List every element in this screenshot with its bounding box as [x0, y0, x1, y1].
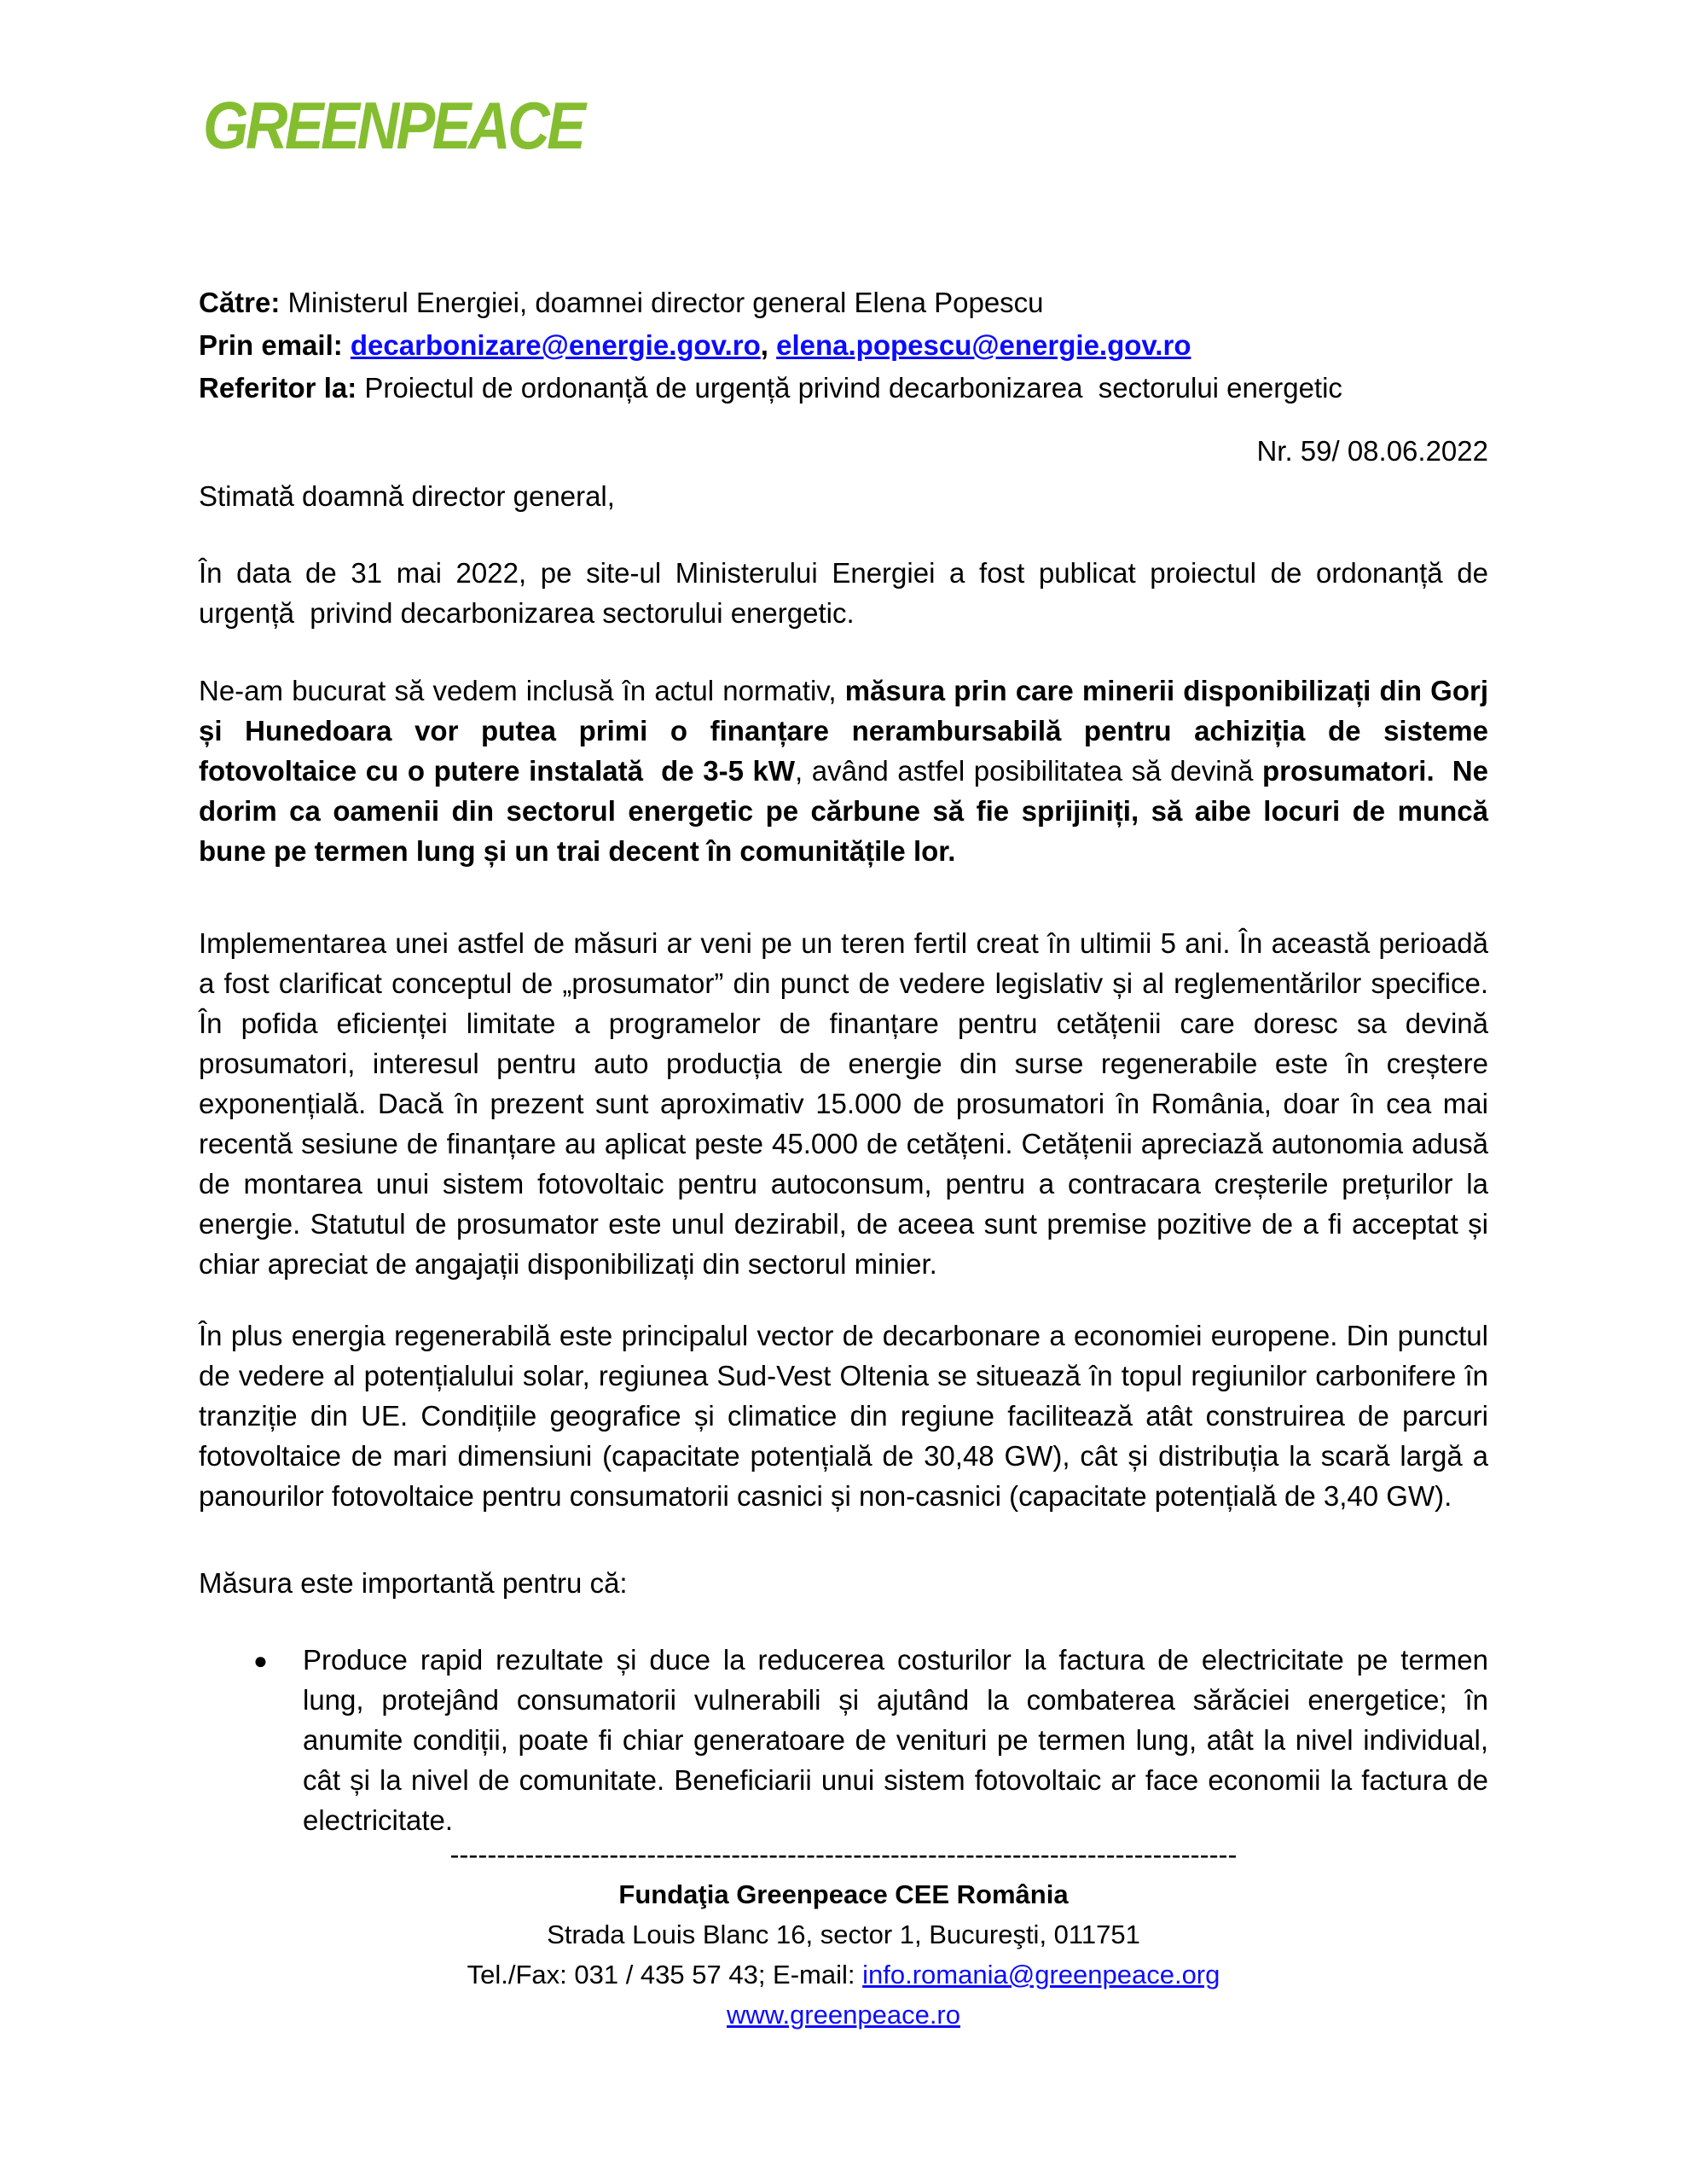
email-line: [199, 324, 1488, 367]
footer-website-line: [199, 1995, 1488, 2035]
salutation: Stimată doamnă director general,: [199, 480, 615, 512]
footer-address: Strada Louis Blanc 16, sector 1, Bucureşti, 011751: [547, 1920, 1140, 1949]
footer-email-link[interactable]: info.romania@greenpeace.org: [862, 1960, 1220, 1989]
greenpeace-logo: GREENPEACE: [203, 88, 583, 163]
subject-label: Referitor la:: [199, 372, 365, 404]
paragraph-measure-run-1: Ne-am bucurat să vedem inclusă în actul normativ,: [199, 675, 845, 706]
to-label: Către:: [199, 287, 288, 318]
subject-line: [199, 367, 1488, 410]
email-link-decarbonizare[interactable]: decarbonizare@energie.gov.ro: [350, 329, 761, 361]
paragraph-measure-run-2-bold: măsura prin care minerii disponibilizați din Gorj și Hunedoara vor putea primi o finanțare nerambursabilă pentru achiziția de sisteme fotovoltaice cu o putere instalată de 3-5 kW: [199, 675, 1489, 787]
footer-block: [199, 1834, 1488, 2035]
email-link-elena-popescu[interactable]: elena.popescu@energie.gov.ro: [776, 329, 1191, 361]
footer-org-name: Fundaţia Greenpeace CEE România: [618, 1879, 1069, 1909]
to-line: [199, 282, 1488, 324]
paragraph-measure-run-4-bold: prosumatori. Ne dorim ca oamenii din sectorul energetic pe cărbune să fie sprijiniți, să aibe locuri de muncă bune pe termen lung și un trai decent în comunitățile lor.: [199, 755, 1488, 867]
measure-intro: Măsura este importantă pentru că:: [199, 1567, 628, 1599]
footer-contact-prefix: Tel./Fax: 031 / 435 57 43; E-mail:: [467, 1960, 863, 1989]
bullet-marker-icon: ●: [253, 1647, 268, 1674]
bullet-text: Produce rapid rezultate și duce la reducerea costurilor la factura de electricitate pe termen lung, protejând consumatorii vulnerabili și ajutând la combaterea sărăciei energetice; în anumite condiții, poate fi chiar generatoare de venituri pe termen lung, atât la nivel individual, cât și la nivel de comunitate. Beneficiarii unui sistem fotovoltaic ar face economii la factura de electricitate.: [303, 1644, 1488, 1836]
recipient-block: [199, 282, 1488, 410]
paragraph-solar-potential: În plus energia regenerabilă este principalul vector de decarbonare a economiei europene. Din punctul de vedere al potențialului solar, regiunea Sud-Vest Oltenia se situează în topul regiunilor carbonifere în tranziție din UE. Condițiile geografice și climatice din regiune facilitează atât construirea de parcuri fotovoltaice de mari dimensiuni (capacitate potențială de 30,48 GW), cât și distribuția la scară largă a panourilor fotovoltaice pentru consumatorii casnici și non-casnici (capacitate potențială de 3,40 GW).: [199, 1320, 1488, 1512]
subject-value: Proiectul de ordonanță de urgență privind decarbonizarea sectorului energetic: [364, 372, 1342, 404]
footer-divider: ------------------------------------------------------------------------------------: [449, 1838, 1238, 1870]
paragraph-prosumers: Implementarea unei astfel de măsuri ar veni pe un teren fertil creat în ultimii 5 ani. În această perioadă a fost clarificat conceptul de „prosumator” din punct de vedere legislativ și al reglementărilor specifice. În pofida eficienței limitate a programelor de finanțare pentru cetățenii care doresc sa devină prosumatori, interesul pentru auto producția de energie din surse regenerabile este în creștere exponențială. Dacă în prezent sunt aproximativ 15.000 de prosumatori în România, doar în cea mai recentă sesiune de finanțare au aplicat peste 45.000 de cetățeni. Cetățenii apreciază autonomia adusă de montarea unui sistem fotovoltaic pentru autoconsum, pentru a contracara creșterile prețurilor la energie. Statutul de prosumator este unul dezirabil, de aceea sunt premise pozitive de a fi acceptat și chiar apreciat de angajații disponibilizați din sectorul minier.: [199, 927, 1488, 1280]
email-separator: ,: [760, 329, 777, 361]
reference-number: Nr. 59/ 08.06.2022: [1256, 435, 1488, 467]
bullet-list-item: [199, 1640, 1488, 1840]
footer-contact-line: [199, 1955, 1488, 1995]
paragraph-publication: În data de 31 mai 2022, pe site-ul Ministerului Energiei a fost publicat proiectul de ordonanță de urgență privind decarbonizarea sectorului energetic.: [199, 557, 1488, 629]
email-label: Prin email:: [199, 329, 351, 361]
to-value: Ministerul Energiei, doamnei director general Elena Popescu: [287, 287, 1044, 318]
paragraph-measure: [199, 671, 1488, 871]
footer-website-link[interactable]: www.greenpeace.ro: [727, 2000, 960, 2030]
paragraph-measure-run-3: , având astfel posibilitatea să devină: [795, 755, 1262, 787]
